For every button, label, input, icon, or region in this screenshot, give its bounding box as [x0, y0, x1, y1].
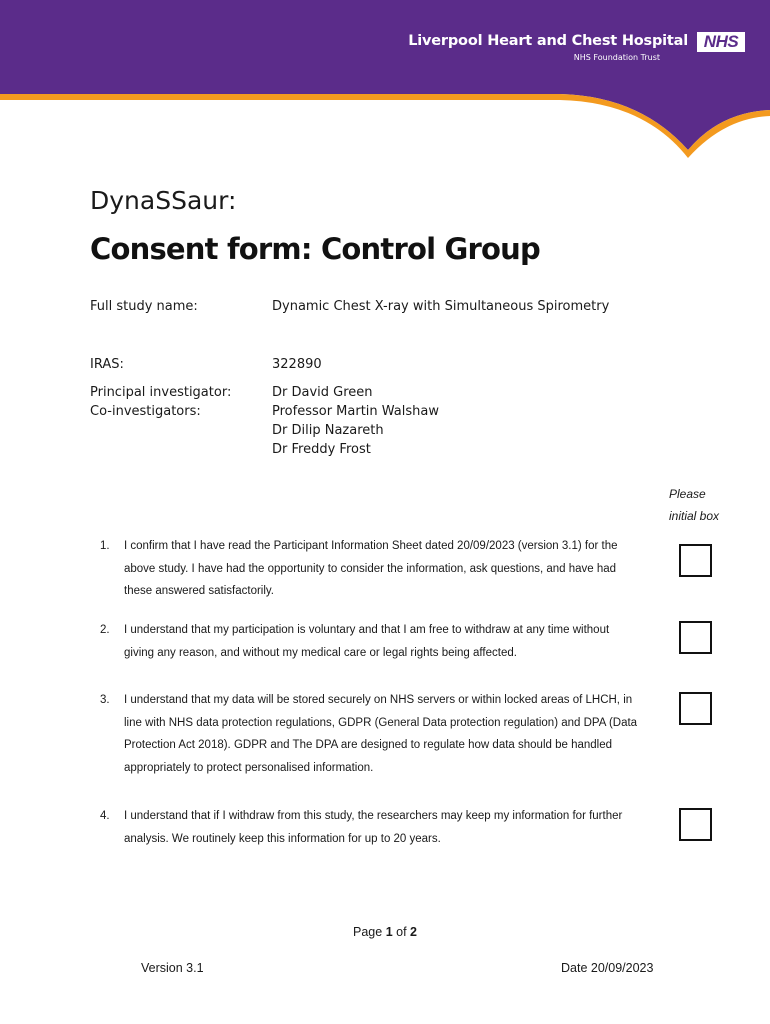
initial-box-2[interactable]: [679, 621, 712, 654]
item-number: 4.: [100, 810, 110, 822]
trust-name: NHS Foundation Trust: [573, 53, 660, 62]
coi-label: Co-investigators:: [90, 404, 201, 419]
page-current: 1: [385, 925, 393, 939]
coi-value-1: Professor Martin Walshaw: [272, 404, 439, 419]
iras-value: 322890: [272, 357, 322, 372]
footer-date: Date 20/09/2023: [561, 961, 654, 975]
full-study-name-value: Dynamic Chest X-ray with Simultaneous Spirometry: [272, 299, 610, 314]
pi-value: Dr David Green: [272, 385, 373, 400]
initial-header-line-2: initial box: [669, 509, 720, 523]
page-of: of: [396, 925, 407, 939]
page-number: [0, 925, 770, 939]
item-text: I confirm that I have read the Participant Information Sheet dated 20/09/2023 (version 3.1) for the above study. I have had the opportunity to consider the information, ask questions, and have had these answered satisfactorily.: [124, 540, 618, 597]
page-total: 2: [410, 925, 417, 939]
pi-label: Principal investigator:: [90, 385, 232, 400]
footer-version: Version 3.1: [141, 961, 204, 975]
header-band: [0, 0, 770, 165]
header-swoosh: [0, 0, 770, 165]
iras-label: IRAS:: [90, 357, 124, 372]
initial-box-3[interactable]: [679, 692, 712, 725]
coi-value-2: Dr Dilip Nazareth: [272, 423, 384, 438]
item-number: 2.: [100, 624, 110, 636]
study-short-name: DynaSSaur:: [90, 186, 237, 215]
page-prefix: Page: [353, 925, 383, 939]
hospital-name: Liverpool Heart and Chest Hospital: [408, 33, 688, 49]
initial-box-1[interactable]: [679, 544, 712, 577]
initial-box-4[interactable]: [679, 808, 712, 841]
nhs-logo: NHS: [697, 32, 745, 52]
initial-header-line-1: Please: [669, 487, 706, 501]
item-number: 1.: [100, 540, 110, 552]
coi-value-3: Dr Freddy Frost: [272, 442, 371, 457]
item-number: 3.: [100, 694, 110, 706]
full-study-name-label: Full study name:: [90, 299, 198, 314]
item-text: I understand that my participation is voluntary and that I am free to withdraw at any time without giving any reason, and without my medical care or legal rights being affected.: [124, 624, 610, 659]
form-title: Consent form: Control Group: [90, 232, 540, 266]
item-text: I understand that my data will be stored securely on NHS servers or within locked areas of LHCH, in line with NHS data protection regulations, GDPR (General Data protection regulation) and DPA (Data Protection Act 2018). GDPR and The DPA are designed to regulate how data should be handled appropriately to protect personalised information.: [124, 694, 638, 774]
item-text: I understand that if I withdraw from this study, the researchers may keep my information for further analysis. We routinely keep this information for up to 20 years.: [124, 810, 623, 845]
initial-box-header: [669, 483, 749, 527]
